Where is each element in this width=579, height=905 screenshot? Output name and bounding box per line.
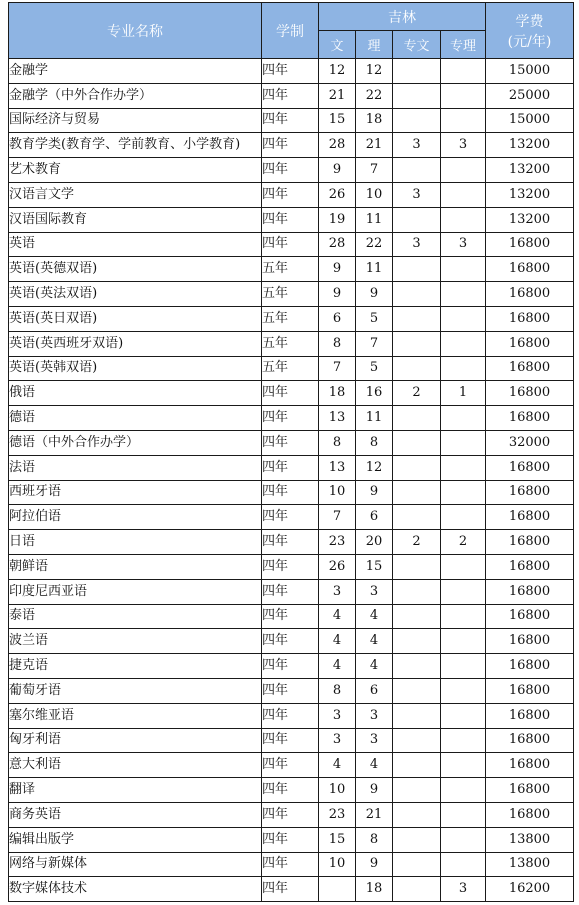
zhuanli-count	[441, 108, 486, 133]
zhuanli-count	[441, 83, 486, 108]
li-count: 3	[356, 728, 393, 753]
header-zhuanli: 专理	[441, 31, 486, 59]
li-count: 12	[356, 455, 393, 480]
table-row	[9, 802, 574, 827]
duration-cell: 四年	[262, 59, 319, 84]
li-count: 8	[356, 827, 393, 852]
tuition-fee: 16800	[486, 530, 574, 555]
li-count: 11	[356, 406, 393, 431]
zhuanli-count	[441, 728, 486, 753]
duration-cell: 四年	[262, 83, 319, 108]
zhuanli-count	[441, 505, 486, 530]
li-count: 3	[356, 579, 393, 604]
zhuanwen-count	[393, 678, 441, 703]
wen-count: 3	[319, 579, 356, 604]
tuition-fee: 13200	[486, 133, 574, 158]
zhuanli-count	[441, 554, 486, 579]
li-count: 21	[356, 802, 393, 827]
zhuanwen-count	[393, 108, 441, 133]
wen-count: 3	[319, 703, 356, 728]
li-count: 9	[356, 480, 393, 505]
wen-count: 28	[319, 133, 356, 158]
major-name: 捷克语	[9, 654, 262, 679]
zhuanli-count: 3	[441, 232, 486, 257]
duration-cell: 四年	[262, 604, 319, 629]
wen-count: 23	[319, 530, 356, 555]
admission-plan-table	[8, 2, 574, 902]
major-name: 俄语	[9, 381, 262, 406]
zhuanli-count	[441, 430, 486, 455]
header-tuition-line2: (元/年)	[507, 33, 552, 50]
table-row	[9, 530, 574, 555]
table-row	[9, 356, 574, 381]
major-name: 金融学	[9, 59, 262, 84]
table-row	[9, 778, 574, 803]
duration-cell: 四年	[262, 852, 319, 877]
zhuanwen-count	[393, 604, 441, 629]
major-name: 日语	[9, 530, 262, 555]
tuition-fee: 16800	[486, 257, 574, 282]
major-name: 英语(英德双语)	[9, 257, 262, 282]
major-name: 翻译	[9, 778, 262, 803]
duration-cell: 五年	[262, 282, 319, 307]
table-body	[9, 59, 574, 902]
zhuanwen-count	[393, 356, 441, 381]
tuition-fee: 15000	[486, 59, 574, 84]
major-name: 意大利语	[9, 753, 262, 778]
zhuanwen-count: 2	[393, 530, 441, 555]
zhuanwen-count	[393, 703, 441, 728]
table-row	[9, 604, 574, 629]
wen-count: 10	[319, 480, 356, 505]
tuition-fee: 16800	[486, 629, 574, 654]
table-row	[9, 331, 574, 356]
wen-count: 4	[319, 604, 356, 629]
major-name: 金融学（中外合作办学）	[9, 83, 262, 108]
wen-count: 28	[319, 232, 356, 257]
wen-count: 8	[319, 331, 356, 356]
zhuanli-count	[441, 282, 486, 307]
zhuanwen-count	[393, 480, 441, 505]
major-name: 商务英语	[9, 802, 262, 827]
duration-cell: 四年	[262, 579, 319, 604]
major-name: 泰语	[9, 604, 262, 629]
zhuanli-count	[441, 604, 486, 629]
tuition-fee: 16800	[486, 778, 574, 803]
header-li: 理	[356, 31, 393, 59]
zhuanwen-count: 3	[393, 182, 441, 207]
zhuanli-count	[441, 852, 486, 877]
wen-count: 10	[319, 852, 356, 877]
header-wen: 文	[319, 31, 356, 59]
zhuanli-count	[441, 182, 486, 207]
duration-cell: 四年	[262, 530, 319, 555]
zhuanli-count	[441, 59, 486, 84]
table-row	[9, 257, 574, 282]
major-name: 法语	[9, 455, 262, 480]
zhuanwen-count	[393, 406, 441, 431]
zhuanwen-count	[393, 59, 441, 84]
li-count: 11	[356, 207, 393, 232]
duration-cell: 五年	[262, 257, 319, 282]
zhuanli-count	[441, 678, 486, 703]
tuition-fee: 25000	[486, 83, 574, 108]
wen-count: 10	[319, 778, 356, 803]
wen-count: 4	[319, 629, 356, 654]
wen-count: 3	[319, 728, 356, 753]
duration-cell: 四年	[262, 703, 319, 728]
duration-cell: 五年	[262, 356, 319, 381]
major-name: 英语(英西班牙双语)	[9, 331, 262, 356]
zhuanwen-count	[393, 207, 441, 232]
wen-count: 8	[319, 430, 356, 455]
wen-count: 19	[319, 207, 356, 232]
table-row	[9, 182, 574, 207]
duration-cell: 四年	[262, 802, 319, 827]
tuition-fee: 16800	[486, 579, 574, 604]
table-row	[9, 306, 574, 331]
zhuanwen-count	[393, 827, 441, 852]
tuition-fee: 16800	[486, 678, 574, 703]
table-row	[9, 654, 574, 679]
table-row	[9, 381, 574, 406]
zhuanwen-count	[393, 505, 441, 530]
major-name: 英语	[9, 232, 262, 257]
zhuanli-count	[441, 158, 486, 183]
duration-cell: 四年	[262, 678, 319, 703]
major-name: 网络与新媒体	[9, 852, 262, 877]
tuition-fee: 16800	[486, 703, 574, 728]
major-name: 编辑出版学	[9, 827, 262, 852]
wen-count: 6	[319, 306, 356, 331]
zhuanwen-count	[393, 430, 441, 455]
zhuanli-count	[441, 654, 486, 679]
tuition-fee: 16800	[486, 381, 574, 406]
major-name: 数字媒体技术	[9, 877, 262, 902]
table-row	[9, 827, 574, 852]
major-name: 国际经济与贸易	[9, 108, 262, 133]
duration-cell: 四年	[262, 232, 319, 257]
major-name: 汉语国际教育	[9, 207, 262, 232]
major-name: 波兰语	[9, 629, 262, 654]
header-tuition-line1: 学费	[515, 13, 544, 30]
duration-cell: 四年	[262, 381, 319, 406]
major-name: 朝鲜语	[9, 554, 262, 579]
zhuanwen-count	[393, 83, 441, 108]
zhuanwen-count	[393, 455, 441, 480]
zhuanli-count	[441, 455, 486, 480]
zhuanli-count: 1	[441, 381, 486, 406]
zhuanwen-count: 3	[393, 133, 441, 158]
zhuanli-count	[441, 778, 486, 803]
major-name: 艺术教育	[9, 158, 262, 183]
wen-count: 7	[319, 356, 356, 381]
table-row	[9, 455, 574, 480]
table-row	[9, 59, 574, 84]
wen-count: 9	[319, 282, 356, 307]
tuition-fee: 16800	[486, 232, 574, 257]
li-count: 12	[356, 59, 393, 84]
zhuanwen-count	[393, 778, 441, 803]
zhuanli-count	[441, 306, 486, 331]
zhuanli-count	[441, 827, 486, 852]
zhuanwen-count	[393, 629, 441, 654]
duration-cell: 五年	[262, 331, 319, 356]
duration-cell: 四年	[262, 753, 319, 778]
duration-cell: 四年	[262, 133, 319, 158]
tuition-fee: 13800	[486, 827, 574, 852]
tuition-fee: 16800	[486, 554, 574, 579]
zhuanli-count: 2	[441, 530, 486, 555]
table-row	[9, 108, 574, 133]
table-row	[9, 480, 574, 505]
wen-count: 4	[319, 753, 356, 778]
table-row	[9, 83, 574, 108]
table-row	[9, 207, 574, 232]
li-count: 9	[356, 778, 393, 803]
duration-cell: 四年	[262, 207, 319, 232]
tuition-fee: 13200	[486, 207, 574, 232]
table-row	[9, 877, 574, 902]
wen-count: 9	[319, 257, 356, 282]
li-count: 4	[356, 654, 393, 679]
major-name: 印度尼西亚语	[9, 579, 262, 604]
table-row	[9, 406, 574, 431]
tuition-fee: 16800	[486, 802, 574, 827]
tuition-fee: 16800	[486, 604, 574, 629]
wen-count: 8	[319, 678, 356, 703]
li-count: 9	[356, 282, 393, 307]
table-row	[9, 282, 574, 307]
tuition-fee: 13800	[486, 852, 574, 877]
zhuanli-count	[441, 753, 486, 778]
wen-count: 21	[319, 83, 356, 108]
wen-count: 23	[319, 802, 356, 827]
tuition-fee: 16800	[486, 654, 574, 679]
zhuanwen-count	[393, 306, 441, 331]
wen-count: 26	[319, 182, 356, 207]
tuition-fee: 16800	[486, 331, 574, 356]
li-count: 18	[356, 108, 393, 133]
li-count: 18	[356, 877, 393, 902]
li-count: 22	[356, 83, 393, 108]
zhuanwen-count	[393, 257, 441, 282]
wen-count: 13	[319, 406, 356, 431]
major-name: 英语(英法双语)	[9, 282, 262, 307]
table-row	[9, 728, 574, 753]
major-name: 塞尔维亚语	[9, 703, 262, 728]
major-name: 教育学类(教育学、学前教育、小学教育)	[9, 133, 262, 158]
li-count: 4	[356, 629, 393, 654]
li-count: 16	[356, 381, 393, 406]
tuition-fee: 13200	[486, 182, 574, 207]
wen-count: 13	[319, 455, 356, 480]
tuition-fee: 16200	[486, 877, 574, 902]
duration-cell: 四年	[262, 430, 319, 455]
duration-cell: 四年	[262, 108, 319, 133]
table-row	[9, 629, 574, 654]
duration-cell: 四年	[262, 629, 319, 654]
wen-count	[319, 877, 356, 902]
major-name: 葡萄牙语	[9, 678, 262, 703]
tuition-fee: 16800	[486, 753, 574, 778]
li-count: 7	[356, 158, 393, 183]
li-count: 4	[356, 604, 393, 629]
table-row	[9, 579, 574, 604]
zhuanli-count	[441, 406, 486, 431]
zhuanwen-count	[393, 158, 441, 183]
zhuanwen-count: 2	[393, 381, 441, 406]
tuition-fee: 16800	[486, 306, 574, 331]
tuition-fee: 16800	[486, 406, 574, 431]
zhuanwen-count	[393, 282, 441, 307]
header-jilin: 吉林	[319, 3, 486, 31]
duration-cell: 四年	[262, 778, 319, 803]
table-row	[9, 703, 574, 728]
table-row	[9, 852, 574, 877]
duration-cell: 四年	[262, 455, 319, 480]
li-count: 5	[356, 306, 393, 331]
zhuanli-count	[441, 579, 486, 604]
li-count: 9	[356, 852, 393, 877]
li-count: 8	[356, 430, 393, 455]
li-count: 11	[356, 257, 393, 282]
duration-cell: 五年	[262, 306, 319, 331]
table-row	[9, 158, 574, 183]
duration-cell: 四年	[262, 182, 319, 207]
zhuanli-count	[441, 207, 486, 232]
zhuanli-count	[441, 356, 486, 381]
tuition-fee: 13200	[486, 158, 574, 183]
zhuanli-count: 3	[441, 877, 486, 902]
li-count: 15	[356, 554, 393, 579]
li-count: 10	[356, 182, 393, 207]
li-count: 20	[356, 530, 393, 555]
zhuanwen-count	[393, 554, 441, 579]
duration-cell: 四年	[262, 877, 319, 902]
zhuanwen-count	[393, 852, 441, 877]
tuition-fee: 16800	[486, 282, 574, 307]
header-major: 专业名称	[9, 3, 262, 59]
tuition-fee: 16800	[486, 356, 574, 381]
duration-cell: 四年	[262, 406, 319, 431]
tuition-fee: 16800	[486, 455, 574, 480]
duration-cell: 四年	[262, 158, 319, 183]
zhuanli-count	[441, 480, 486, 505]
li-count: 21	[356, 133, 393, 158]
zhuanli-count	[441, 703, 486, 728]
zhuanwen-count	[393, 802, 441, 827]
zhuanli-count	[441, 629, 486, 654]
wen-count: 15	[319, 108, 356, 133]
li-count: 4	[356, 753, 393, 778]
tuition-fee: 15000	[486, 108, 574, 133]
table-row	[9, 232, 574, 257]
table-row	[9, 678, 574, 703]
tuition-fee: 16800	[486, 480, 574, 505]
header-zhuanwen: 专文	[393, 31, 441, 59]
li-count: 5	[356, 356, 393, 381]
tuition-fee: 16800	[486, 505, 574, 530]
wen-count: 12	[319, 59, 356, 84]
major-name: 德语（中外合作办学）	[9, 430, 262, 455]
zhuanwen-count	[393, 654, 441, 679]
li-count: 22	[356, 232, 393, 257]
major-name: 英语(英日双语)	[9, 306, 262, 331]
wen-count: 7	[319, 505, 356, 530]
table-row	[9, 554, 574, 579]
wen-count: 4	[319, 654, 356, 679]
wen-count: 9	[319, 158, 356, 183]
table-header	[9, 3, 574, 59]
wen-count: 26	[319, 554, 356, 579]
zhuanwen-count	[393, 753, 441, 778]
zhuanwen-count	[393, 331, 441, 356]
zhuanli-count	[441, 257, 486, 282]
duration-cell: 四年	[262, 728, 319, 753]
li-count: 6	[356, 505, 393, 530]
table-row	[9, 753, 574, 778]
major-name: 德语	[9, 406, 262, 431]
li-count: 3	[356, 703, 393, 728]
major-name: 汉语言文学	[9, 182, 262, 207]
major-name: 西班牙语	[9, 480, 262, 505]
zhuanwen-count: 3	[393, 232, 441, 257]
duration-cell: 四年	[262, 554, 319, 579]
table-row	[9, 133, 574, 158]
zhuanli-count	[441, 802, 486, 827]
major-name: 匈牙利语	[9, 728, 262, 753]
tuition-fee: 32000	[486, 430, 574, 455]
header-duration: 学制	[262, 3, 319, 59]
wen-count: 15	[319, 827, 356, 852]
table-row	[9, 505, 574, 530]
duration-cell: 四年	[262, 654, 319, 679]
major-name: 阿拉伯语	[9, 505, 262, 530]
header-tuition	[486, 3, 574, 59]
zhuanli-count	[441, 331, 486, 356]
wen-count: 18	[319, 381, 356, 406]
duration-cell: 四年	[262, 480, 319, 505]
major-name: 英语(英韩双语)	[9, 356, 262, 381]
zhuanwen-count	[393, 877, 441, 902]
li-count: 7	[356, 331, 393, 356]
table-row	[9, 430, 574, 455]
li-count: 6	[356, 678, 393, 703]
zhuanwen-count	[393, 728, 441, 753]
duration-cell: 四年	[262, 505, 319, 530]
duration-cell: 四年	[262, 827, 319, 852]
zhuanli-count: 3	[441, 133, 486, 158]
zhuanwen-count	[393, 579, 441, 604]
tuition-fee: 16800	[486, 728, 574, 753]
